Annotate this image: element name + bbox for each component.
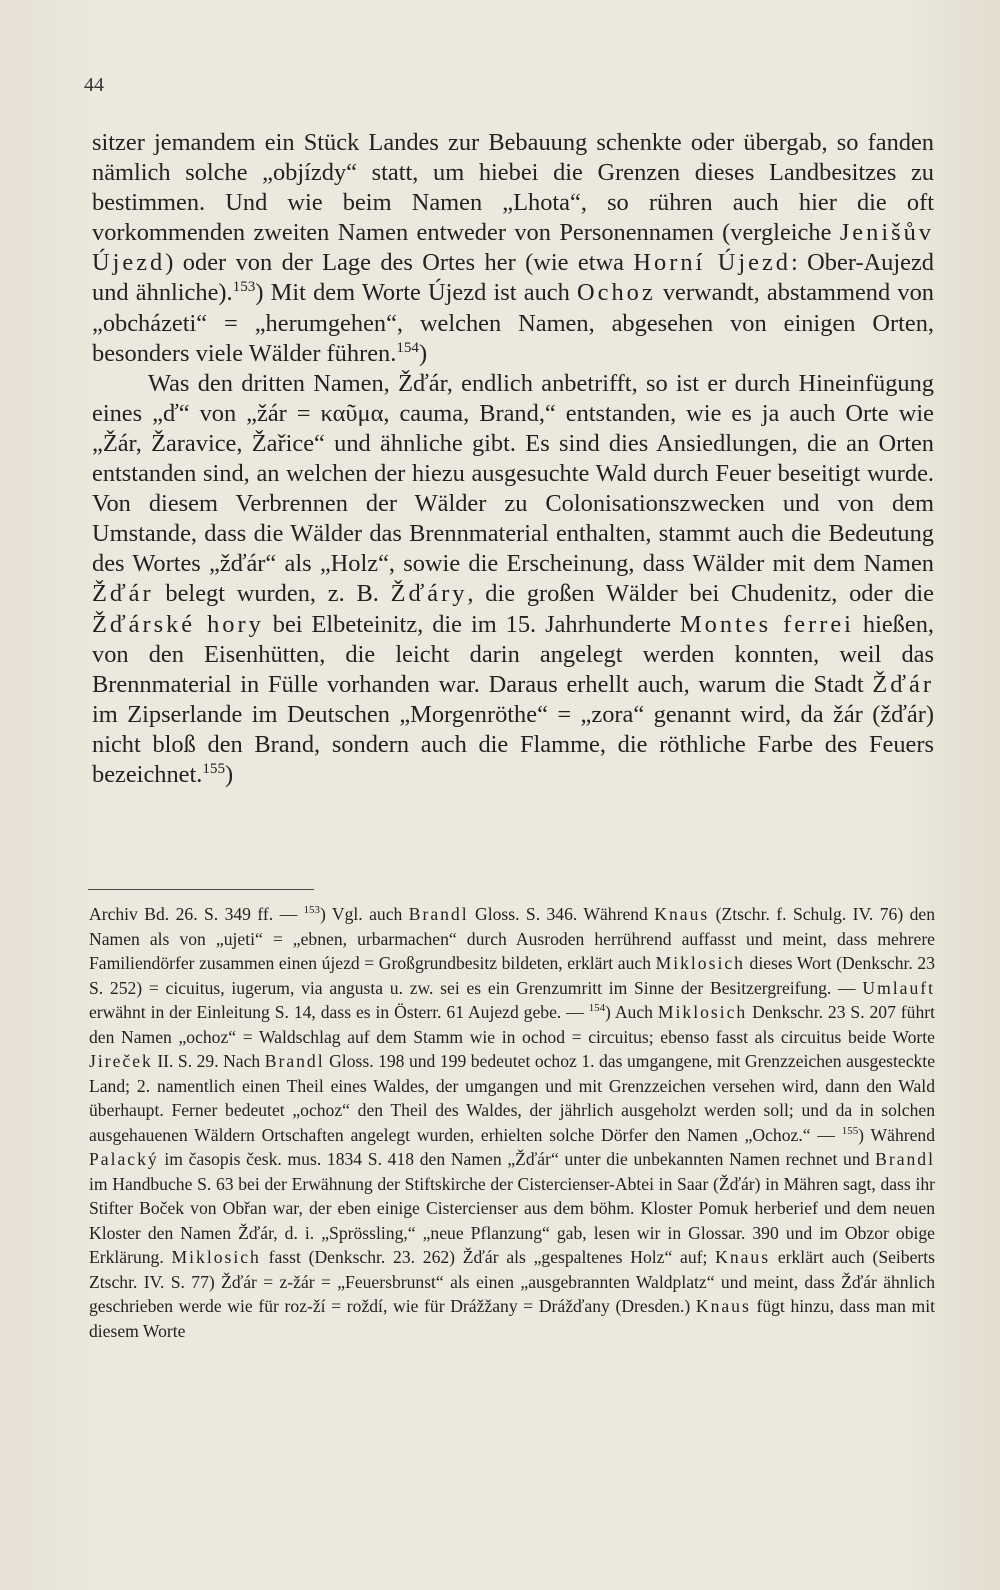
text-run: im časopis česk. mus. 1834 S. 418 den Namen „Žďár“ unter die unbekannten Namen rechnet und [158,1149,876,1169]
text-run: ) [225,760,234,788]
footnote-marker-153: 153 [303,904,320,917]
text-run: ) [418,339,428,367]
spaced-name: Miklosich [171,1247,261,1267]
text-run: Gloss. S. 346. Während [468,904,655,924]
footnotes [89,902,935,1343]
paragraph-1 [92,128,934,369]
text-run: Archiv Bd. 26. S. 349 ff. — [89,904,304,924]
spaced-name: Palacký [89,1149,159,1169]
spaced-name: Miklosich [655,953,745,973]
spaced-name: Knaus [695,1296,751,1316]
main-text [92,128,934,790]
footnote-ref-155: 155 [202,760,226,777]
text-run: bei Elbeteinitz, die im 15. Jahrhunderte [263,610,680,638]
text-run: ) Mit dem Worte Újezd ist auch [255,279,577,307]
footnote-ref-154: 154 [396,339,419,356]
text-run: sitzer jemandem ein Stück Landes zur Bebauung schenkte oder übergab, so fanden nämlich solche „objízdy“ statt, um hiebei die Grenzen dieses Landbesitzes zu bestimmen. Und wie beim Namen „Lhota“, so rühren auch hier die oft vorkommenden zweiten Namen entweder von Personennamen (vergleiche [92,129,934,247]
text-run: ) Vgl. auch [319,904,409,924]
footnote-block [89,902,935,1343]
text-run: belegt wurden, z. B. [153,580,391,608]
text-run: im Zipserlande im Deutschen „Morgenröthe“ = „zora“ genannt wird, da žár (žďár) nicht bloß den Brand, sondern auch die Flamme, die röthliche Farbe des Feuers bezeichnet. [92,700,934,788]
footnote-marker-154: 154 [588,1002,606,1015]
text-run: ) oder von der Lage des Ortes her (wie etwa [165,249,634,277]
spaced-text: Ochoz [577,279,656,307]
text-run: verwandt, abstammend von „obcházeti“ = „herumgehen“, welchen Namen, abgesehen von einigen Orten, besonders viele Wälder führen. [92,279,934,367]
spaced-text: Žďár [92,580,154,608]
text-run: Denkschr. 23 S. 207 führt den Namen „ochoz“ = Waldschlag auf dem Stamm wie in ochod = circuitus; ebenso fasst als circuitus beide Worte [89,1002,935,1047]
text-run: : Ober-Aujezd und ähnliche). [92,249,935,307]
spaced-name: Knaus [654,904,710,924]
footnote-marker-155: 155 [841,1124,859,1137]
text-run: Gloss. 198 und 199 bedeutet ochoz 1. das umgangene, mit Grenzzeichen ausgesteckte Land; 2. namentlich einen Theil eines Waldes, der umgangen und mit Grenzzeichen versehen wird, dann den Wald überhaupt. Ferner bedeutet „ochoz“ den Theil des Waldes, der jährlich ausgeholzt werden soll; und da in solchen ausgehauenen Wäldern Ortschaften angelegt wurden, erhielten solche Dörfer den Namen „Ochoz.“ — [89,1051,936,1145]
text-run: , die großen Wälder bei Chudenitz, oder die [467,580,935,608]
text-run: fasst (Denkschr. 23. 262) Žďár als „gespaltenes Holz“ auf; [260,1247,716,1267]
spaced-text: Žďár [872,670,934,698]
text-run: (Ztschr. f. Schulg. IV. 76) den Namen als von „ujeti“ = „ebnen, urbarmachen“ durch Ausroden herrührend auffasst und meint, dass mehrere Familiendörfer zusammen einen újezd = Großgrundbesitz bildeten, erklärt auch [89,904,935,973]
spaced-text: Horní Újezd [633,249,791,277]
footnote-divider [88,889,314,890]
text-run: dieses Wort (Denkschr. 23 S. 252) = cicuitus, iugerum, via angusta u. zw. sei es ein Grenzumritt im Sinne der Besitzergreifung. — [89,953,935,998]
text-run: im Handbuche S. 63 bei der Erwähnung der Stiftskirche der Cistercienser-Abtei in Saar (Žďár) in Mähren sagt, dass ihr Stifter Boček von Obřan war, der eben einige Cistercienser aus dem böhm. Kloster Pomuk herberief und dem neuen Kloster den Namen Žďár, d. i. „Sprössling,“ „neue Pflanzung“ gab, lesen wir in Glossar. 390 und im Obzor obige Erklärung. [89,1173,935,1267]
spaced-text: Žďáry [390,580,468,608]
text-run: II. S. 29. Nach [152,1051,265,1071]
text-run: ) Auch [605,1002,658,1022]
text-run: fügt hinzu, dass man mit diesem Worte [89,1296,935,1341]
footnote-ref-153: 153 [232,279,256,296]
spaced-name: Jireček [89,1051,153,1071]
text-run: hießen, von den Eisenhütten, die leicht darin angelegt werden konnten, weil das Brennmaterial in Fülle vorhanden war. Daraus erhellt auch, warum die Stadt [92,610,934,698]
spaced-text: Montes ferrei [680,610,854,638]
text-run: erklärt auch (Seiberts Ztschr. IV. S. 77) Žďár = z-žár = „Feuersbrunst“ als einen „ausgebrannten Waldplatz“ und meint, dass Žďár ähnlich geschrieben werde wie für roz-ží = roždí, wie für Drážžany = Drážďany (Dresden.) [89,1247,935,1316]
paragraph-2 [92,369,934,790]
text-run: erwähnt in der Einleitung S. 14, dass es in Österr. 61 Aujezd gebe. — [89,1002,589,1022]
page-number: 44 [84,74,104,96]
text-run: Was den dritten Namen, Žďár, endlich anbetrifft, so ist er durch Hineinfügung eines „ď“ von „žár = καῦμα, cauma, Brand,“ entstanden, wie es ja auch Orte wie „Žár, Žaravice, Žařice“ und ähnliche gibt. Es sind dies Ansiedlungen, die an Orten entstanden sind, an welchen der hiezu ausgesuchte Wald durch Feuer beseitigt wurde. Von diesem Verbrennen der Wälder zu Colonisationszwecken und von dem Umstande, dass die Wälder das Brennmaterial enthalten, stammt auch die Bedeutung des Wortes „žďár“ als „Holz“, sowie die Erscheinung, dass Wälder mit dem Namen [92,369,934,578]
spaced-name: Brandl [264,1051,325,1071]
text-run: ) Während [858,1124,935,1145]
spaced-name: Brandl [408,904,469,924]
spaced-name: Knaus [715,1247,771,1267]
spaced-name: Miklosich [657,1002,748,1022]
spaced-name: Umlauft [862,977,935,998]
spaced-text: Žďárské hory [92,610,264,638]
spaced-name: Brandl [875,1149,935,1169]
spaced-text: Jenišův Újezd [92,219,934,277]
